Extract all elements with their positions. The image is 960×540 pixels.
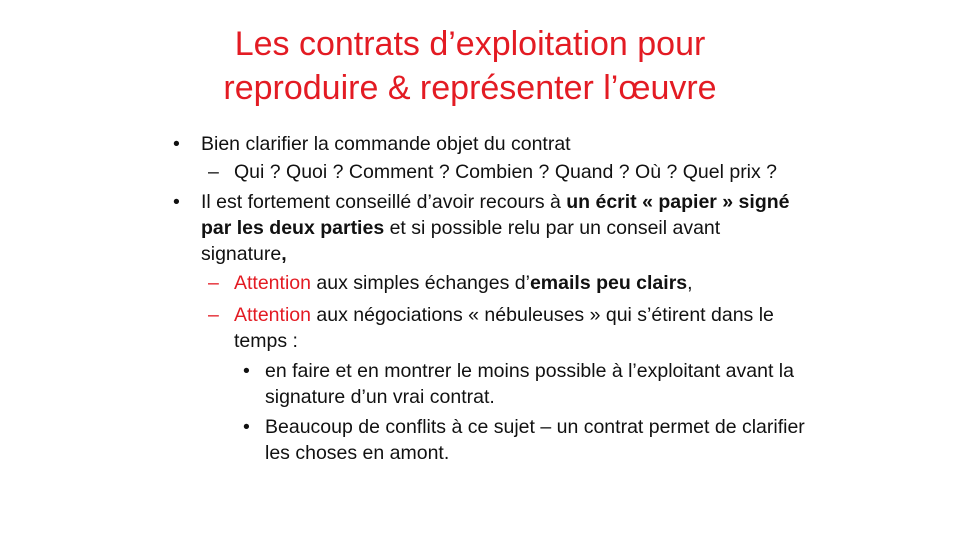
bullet-marker: • xyxy=(173,191,180,213)
bullet-2-post: et si possible relu par un conseil avant signature xyxy=(201,217,721,265)
bullet-marker: • xyxy=(173,133,180,155)
bullet-2-bold-1: un écrit « papier » signé par les deux parties xyxy=(201,191,790,239)
dash-marker: – xyxy=(208,304,219,326)
bullet-2-sub-2-sub-2 xyxy=(243,414,805,466)
bullet-2 xyxy=(173,189,811,267)
bullet-2-sub-1-bold: emails peu clairs xyxy=(529,272,688,294)
bullet-1 xyxy=(173,130,811,159)
dash-marker: – xyxy=(208,161,219,183)
bullet-2-sub-2-sub-2-text: Beaucoup de conflits à ce sujet – un contrat permet de clarifier les choses en amont. xyxy=(265,416,805,464)
slide-body xyxy=(0,130,960,466)
slide-title xyxy=(150,22,790,110)
attention-label: Attention xyxy=(234,272,311,294)
bullet-2-bold-2: , xyxy=(281,243,287,265)
bullet-2-sub-1-pre: aux simples échanges d’ xyxy=(310,272,530,294)
bullet-1-sub-1-text: Qui ? Quoi ? Comment ? Combien ? Quand ? Où ? Quel prix ? xyxy=(234,161,778,183)
bullet-2-sub-2-sub-1-text: en faire et en montrer le moins possible à l’exploitant avant la signature d’un vrai contrat. xyxy=(265,360,794,408)
bullet-2-sub-1-post: , xyxy=(687,272,693,294)
title-line-1: Les contrats d’exploitation pour xyxy=(234,25,706,63)
title-line-2: reproduire & représenter l’œuvre xyxy=(223,69,717,107)
bullet-marker: • xyxy=(243,360,250,382)
dash-marker: – xyxy=(208,272,219,294)
bullet-marker: • xyxy=(243,416,250,438)
bullet-2-pre: Il est fortement conseillé d’avoir recours à xyxy=(201,191,567,213)
bullet-2-sub-2-post: aux négociations « nébuleuses » qui s’étirent dans le temps : xyxy=(234,304,774,352)
attention-label: Attention xyxy=(234,304,311,326)
bullet-2-sub-2-sub-1 xyxy=(243,358,805,410)
bullet-1-sub-1 xyxy=(208,159,794,185)
bullet-2-sub-1 xyxy=(208,269,794,298)
bullet-2-sub-2 xyxy=(208,302,794,354)
bullet-1-text: Bien clarifier la commande objet du contrat xyxy=(201,133,571,155)
